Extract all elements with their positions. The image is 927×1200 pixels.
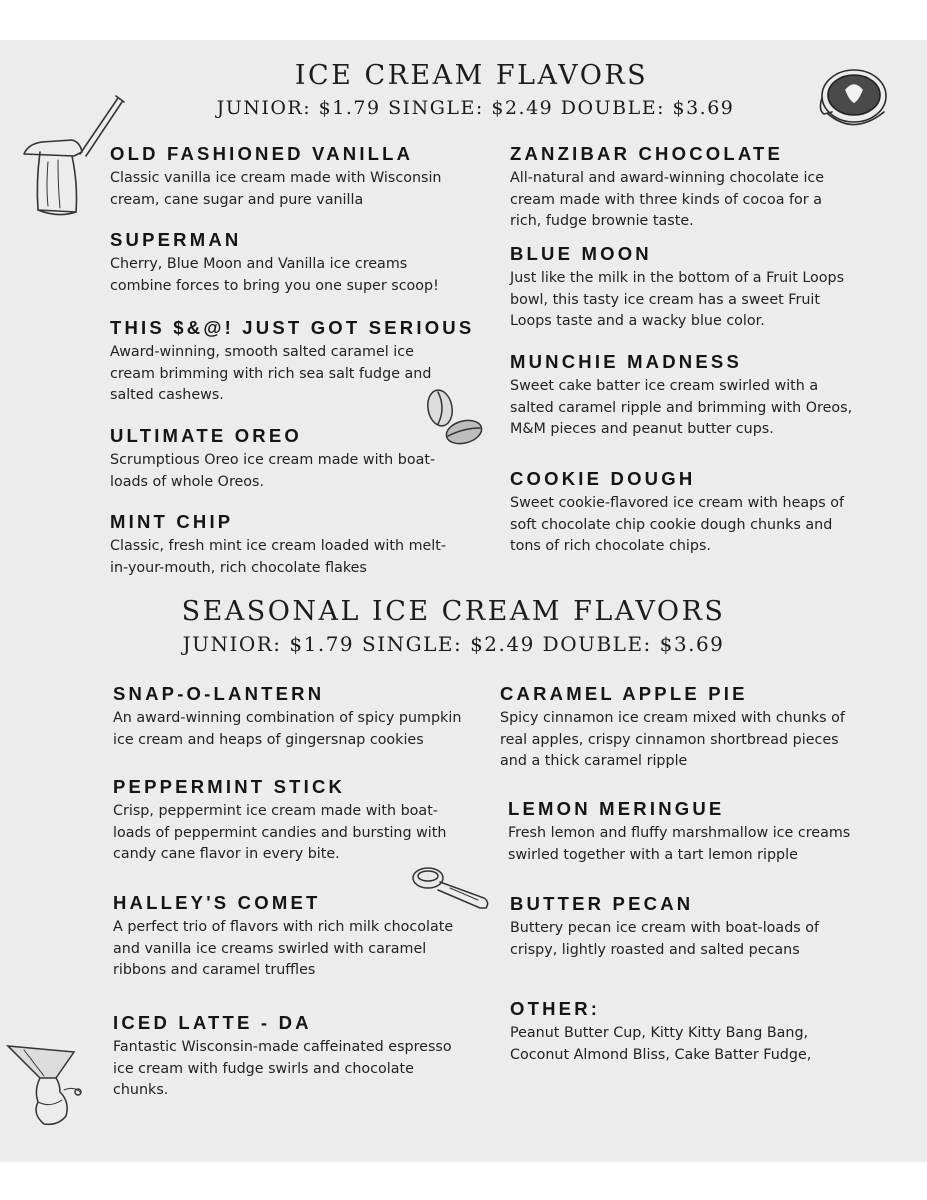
flavor-description: Cherry, Blue Moon and Vanilla ice creams combine forces to bring you one super scoop!: [110, 256, 439, 294]
flavor-peppermint-stick: [113, 775, 448, 866]
flavor-name: MUNCHIE MADNESS: [510, 351, 742, 372]
flavor-butter-pecan: [510, 892, 870, 961]
flavor-name: ULTIMATE OREO: [110, 425, 302, 446]
coffee-pot-icon: [18, 92, 126, 222]
flavor-blue-moon: [510, 242, 860, 333]
flavor-name: OLD FASHIONED VANILLA: [110, 143, 414, 164]
flavor-name: THIS $&@! JUST GOT SERIOUS: [110, 317, 475, 338]
flavor-description: Award-winning, smooth salted caramel ice cream brimming with rich sea salt fudge and salted cashews.: [110, 344, 432, 403]
flavor-caramel-apple-pie: [500, 682, 845, 773]
flavor-description: Fresh lemon and fluffy marshmallow ice creams swirled together with a tart lemon ripple: [508, 825, 851, 863]
flavor-name: BLUE MOON: [510, 243, 652, 264]
espresso-portafilter-icon: [410, 860, 494, 916]
flavor-name: CARAMEL APPLE PIE: [500, 683, 748, 704]
flavor-this-just-got-serious: [110, 316, 475, 407]
section-title-regular: ICE CREAM FLAVORS: [294, 60, 649, 91]
flavor-description: Classic, fresh mint ice cream loaded with melt-in-your-mouth, rich chocolate flakes: [110, 538, 447, 576]
flavor-lemon-meringue: [508, 797, 853, 866]
flavor-description: Peanut Butter Cup, Kitty Kitty Bang Bang, Coconut Almond Bliss, Cake Batter Fudge,: [510, 1025, 812, 1063]
flavor-description: A perfect trio of flavors with rich milk chocolate and vanilla ice creams swirled with caramel ribbons and caramel truffles: [113, 919, 454, 978]
flavor-description: Fantastic Wisconsin-made caffeinated espresso ice cream with fudge swirls and chocolate chunks.: [113, 1039, 452, 1098]
flavor-halleys-comet: [113, 891, 458, 982]
flavor-description: Crisp, peppermint ice cream made with boat-loads of peppermint candies and bursting with candy cane flavor in every bite.: [113, 803, 447, 862]
pour-over-dripper-icon: [4, 1030, 88, 1130]
flavor-iced-latte-da: [113, 1011, 473, 1102]
flavor-description: Buttery pecan ice cream with boat-loads of crispy, lightly roasted and salted pecans: [510, 920, 820, 958]
flavor-old-fashioned-vanilla: [110, 142, 470, 211]
section-prices-seasonal: JUNIOR: $1.79 SINGLE: $2.49 DOUBLE: $3.69: [182, 632, 725, 656]
flavor-name: ICED LATTE - DA: [113, 1012, 312, 1033]
flavor-zanzibar-chocolate: [510, 142, 855, 233]
flavor-description: Sweet cake batter ice cream swirled with a salted caramel ripple and brimming with Oreos, M&M pieces and peanut butter cups.: [510, 378, 853, 437]
flavor-name: COOKIE DOUGH: [510, 468, 696, 489]
flavor-description: Classic vanilla ice cream made with Wisconsin cream, cane sugar and pure vanilla: [110, 170, 442, 208]
section-prices-regular: JUNIOR: $1.79 SINGLE: $2.49 DOUBLE: $3.69: [216, 97, 735, 119]
flavor-name: HALLEY'S COMET: [113, 892, 321, 913]
flavor-description: Just like the milk in the bottom of a Fruit Loops bowl, this tasty ice cream has a sweet Fruit Loops taste and a wacky blue color.: [510, 270, 845, 329]
flavor-ultimate-oreo: [110, 424, 440, 493]
flavor-name: SNAP-O-LANTERN: [113, 683, 325, 704]
coffee-beans-icon: [420, 384, 486, 452]
section-title-seasonal: SEASONAL ICE CREAM FLAVORS: [181, 596, 726, 627]
flavor-other: [510, 997, 855, 1066]
flavor-description: Spicy cinnamon ice cream mixed with chunks of real apples, crispy cinnamon shortbread pieces and a thick caramel ripple: [500, 710, 845, 769]
flavor-mint-chip: [110, 510, 455, 579]
flavor-name: SUPERMAN: [110, 229, 242, 250]
flavor-name: MINT CHIP: [110, 511, 234, 532]
flavor-description: All-natural and award-winning chocolate ice cream made with three kinds of cocoa for a rich, fudge brownie taste.: [510, 170, 825, 229]
flavor-description: Scrumptious Oreo ice cream made with boat-loads of whole Oreos.: [110, 452, 436, 490]
flavor-description: Sweet cookie-flavored ice cream with heaps of soft chocolate chip cookie dough chunks and tons of rich chocolate chips.: [510, 495, 844, 554]
flavor-name: LEMON MERINGUE: [508, 798, 725, 819]
flavor-superman: [110, 228, 450, 297]
flavor-name: ZANZIBAR CHOCOLATE: [510, 143, 784, 164]
flavor-snap-o-lantern: [113, 682, 463, 751]
flavor-description: An award-winning combination of spicy pumpkin ice cream and heaps of gingersnap cookies: [113, 710, 462, 748]
latte-cup-icon: [814, 66, 894, 136]
flavor-name: BUTTER PECAN: [510, 893, 694, 914]
flavor-name: OTHER:: [510, 998, 601, 1019]
flavor-munchie-madness: [510, 350, 855, 441]
flavor-name: PEPPERMINT STICK: [113, 776, 346, 797]
flavor-cookie-dough: [510, 467, 860, 558]
